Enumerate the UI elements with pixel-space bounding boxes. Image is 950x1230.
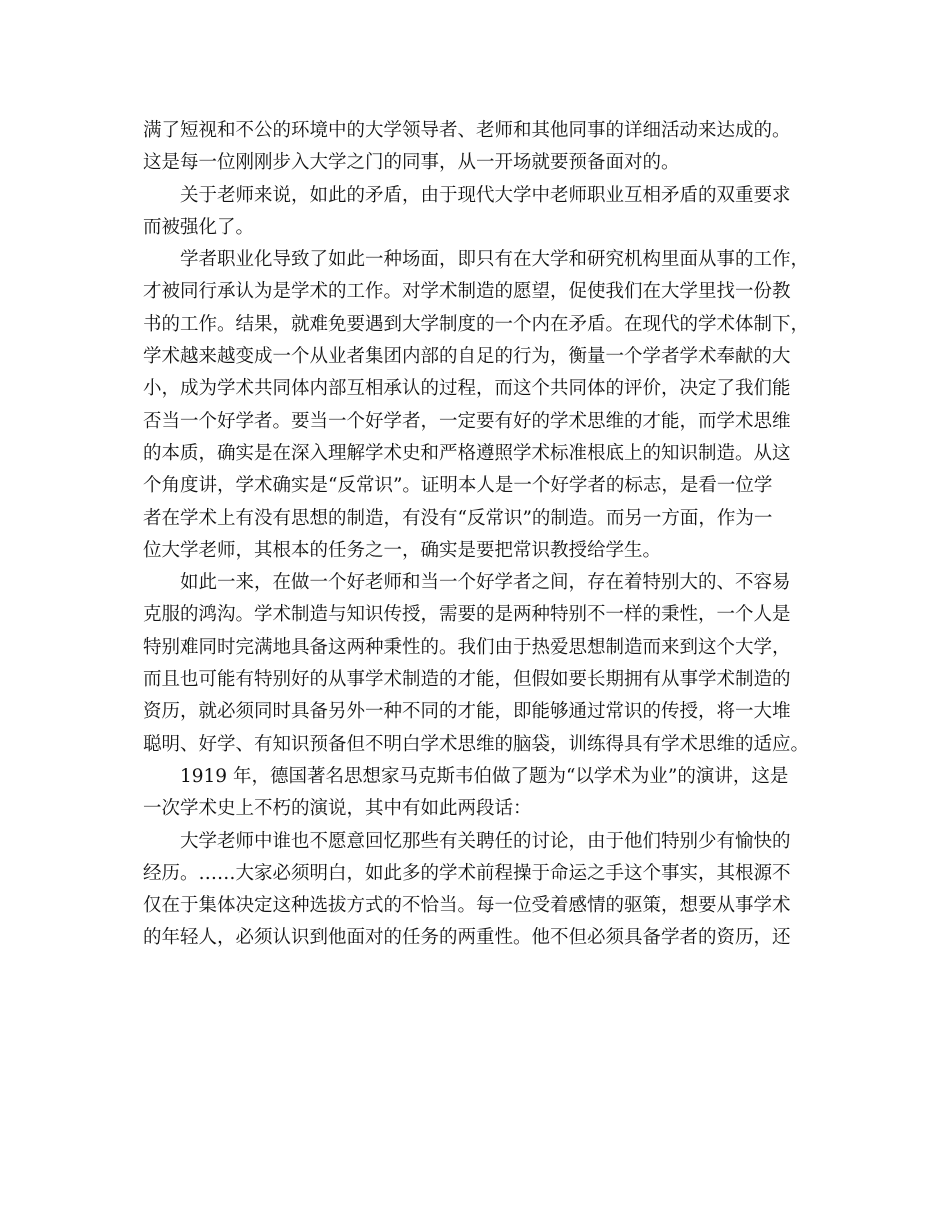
text-line: 聪明、好学、有知识预备但不明白学术思维的脑袋，训练得具有学术思维的适应。	[143, 733, 810, 755]
text-line: 一次学术史上不朽的演说，其中有如此两段话：	[143, 798, 532, 820]
body-text	[143, 115, 808, 955]
text-line: 个角度讲，学术确实是“反常识”。证明本人是一个好学者的标志，是看一位学	[143, 475, 773, 497]
text-line: 这是每一位刚刚步入大学之门的同事，从一开场就要预备面对的。	[143, 152, 680, 174]
text-line: 书的工作。结果，就难免要遇到大学制度的一个内在矛盾。在现代的学术体制下，	[143, 313, 810, 335]
text-line: 仅在于集体决定这种选拔方式的不恰当。每一位受着感情的驱策，想要从事学术	[143, 895, 791, 917]
text-line: 而且也可能有特别好的从事学术制造的才能，但假如要长期拥有从事学术制造的	[143, 669, 791, 691]
text-line: 的本质，确实是在深入理解学术史和严格遵照学术标准根底上的知识制造。从这	[143, 442, 791, 464]
text-line: 如此一来，在做一个好老师和当一个好学者之间，存在着特别大的、不容易	[180, 572, 791, 594]
text-line: 满了短视和不公的环境中的大学领导者、老师和其他同事的详细活动来达成的。	[143, 120, 791, 141]
text-line: 大学老师中谁也不愿意回忆那些有关聘任的讨论，由于他们特别少有愉快的	[180, 830, 791, 852]
text-line: 特别难同时完满地具备这两种秉性的。我们由于热爱思想制造而来到这个大学，	[143, 636, 791, 658]
text-line: 位大学老师，其根本的任务之一，确实是要把常识教授给学生。	[143, 539, 662, 561]
text-line: 经历。……大家必须明白，如此多的学术前程操于命运之手这个事实，其根源不	[143, 862, 791, 884]
text-line: 小，成为学术共同体内部互相承认的过程，而这个共同体的评价，决定了我们能	[143, 378, 791, 400]
text-line: 克服的鸿沟。学术制造与知识传授，需要的是两种特别不一样的秉性，一个人是	[143, 604, 791, 626]
text-line: 而被强化了。	[143, 216, 255, 238]
text-line: 1919 年，德国著名思想家马克斯韦伯做了题为“以学术为业”的演讲，这是	[180, 765, 789, 787]
text-line: 学者职业化导致了如此一种场面，即只有在大学和研究机构里面从事的工作，	[180, 249, 810, 271]
text-line: 资历，就必须同时具备另外一种不同的才能，即能够通过常识的传授，将一大堆	[143, 701, 791, 723]
text-line: 学术越来越变成一个从业者集团内部的自足的行为，衡量一个学者学术奉献的大	[143, 346, 791, 368]
text-line: 关于老师来说，如此的矛盾，由于现代大学中老师职业互相矛盾的双重要求	[180, 184, 791, 206]
text-line: 才被同行承认为是学术的工作。对学术制造的愿望，促使我们在大学里找一份教	[143, 281, 791, 303]
text-line: 的年轻人，必须认识到他面对的任务的两重性。他不但必须具备学者的资历，还	[143, 927, 791, 949]
text-line: 者在学术上有没有思想的制造，有没有“反常识”的制造。而另一方面，作为一	[143, 507, 773, 529]
text-line: 否当一个好学者。要当一个好学者，一定要有好的学术思维的才能，而学术思维	[143, 410, 791, 432]
